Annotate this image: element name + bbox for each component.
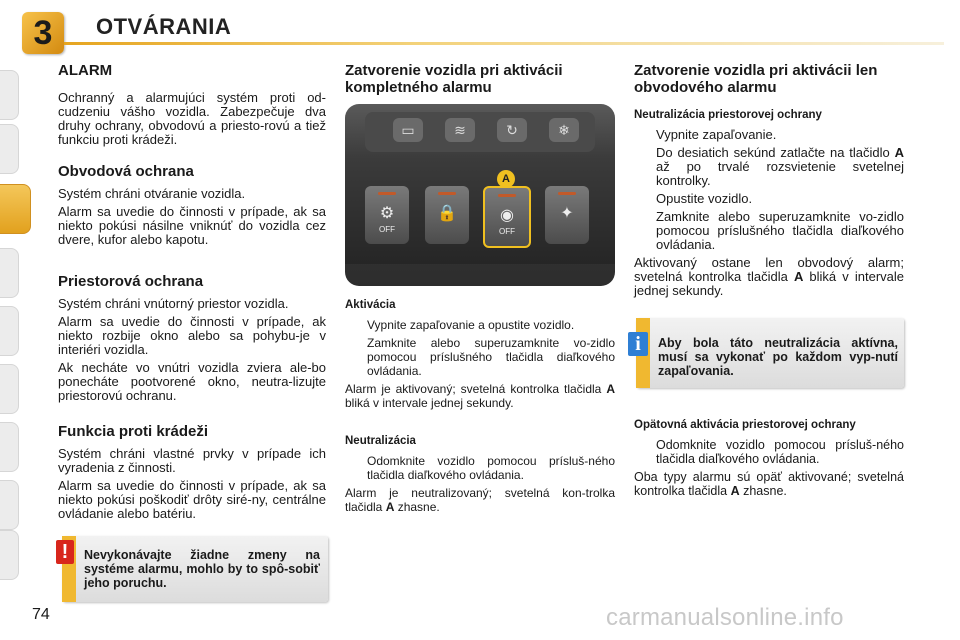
alarm-heading: ALARM bbox=[58, 62, 113, 79]
anti-theft-text-2: Alarm sa uvedie do činnosti v prípade, ak sa niekto pokúsi poškodiť drôty siré-ny, centrálne ovládanie alebo batériu. bbox=[58, 478, 326, 521]
chapter-tab-3-active[interactable] bbox=[0, 184, 31, 234]
column-alarm bbox=[58, 62, 326, 525]
volumetric-text-1: Systém chráni vnútorný priestor vozidla. bbox=[58, 296, 289, 311]
vent-button: ≋ bbox=[445, 118, 475, 142]
chapter-tabs bbox=[0, 60, 22, 580]
reactivation-list bbox=[634, 438, 904, 466]
chapter-number-badge: 3 bbox=[22, 12, 64, 54]
perimeter-alarm-heading: Zatvorenie vozidla pri aktivácii len obvodového alarmu bbox=[634, 62, 878, 96]
alarm-off-button: ◉ OFF bbox=[483, 186, 531, 248]
dashboard-button-photo bbox=[345, 104, 615, 286]
rear-defrost-button: ▭ bbox=[393, 118, 423, 142]
volumetric-text-3: Ak necháte vo vnútri vozidla zviera ale-bo ponecháte pootvorené okno, neutra-lizujte priestorovú ochranu. bbox=[58, 360, 326, 403]
alarm-text: Ochranný a alarmujúci systém proti od-cudzeniu vášho vozidla. Zabezpečuje dva druhy ochrany, obvodovú a priesto-rovú a tiež funkciu proti krádeži. bbox=[58, 90, 326, 147]
list-item: Zamknite alebo superuzamknite vo-zidlo pomocou príslušného tlačidla diaľkového ovládania. bbox=[656, 209, 904, 252]
chapter-tab-4[interactable] bbox=[0, 248, 19, 298]
chapter-tab-8[interactable] bbox=[0, 480, 19, 530]
list-item: Odomknite vozidlo pomocou prísluš-ného tlačidla diaľkového ovládania. bbox=[656, 438, 904, 466]
esp-off-button: ⚙ OFF bbox=[365, 186, 409, 244]
list-item: Vypnite zapaľovanie a opustite vozidlo. bbox=[367, 318, 575, 332]
recirculation-button: ↻ bbox=[497, 118, 527, 142]
full-alarm-heading: Zatvorenie vozidla pri aktivácii kompletného alarmu bbox=[345, 62, 563, 96]
ac-button: ❄ bbox=[549, 118, 579, 142]
chapter-tab-2[interactable] bbox=[0, 124, 19, 174]
neutralization-list bbox=[345, 454, 615, 482]
perimeter-status-text: Aktivovaný ostane len obvodový alarm; svetelná kontrolka tlačidla A bliká v intervale jednej sekundy. bbox=[634, 255, 904, 298]
column-full-alarm bbox=[345, 62, 615, 108]
perimeter-heading: Obvodová ochrana bbox=[58, 163, 194, 180]
list-item: Do desiatich sekúnd zatlačte na tlačidlo A až po trvalé rozsvietenie svetelnej kontrolky. bbox=[656, 145, 904, 188]
neutralization-steps-list bbox=[634, 128, 904, 252]
perimeter-text-2: Alarm sa uvedie do činnosti v prípade, ak sa niekto pokúsi násilne vniknúť do vozidla cez dvere, kufor alebo kapotu. bbox=[58, 204, 326, 247]
neutralization-status-text: Alarm je neutralizovaný; svetelná kon-trolka tlačidla A zhasne. bbox=[345, 486, 615, 514]
chapter-tab-5[interactable] bbox=[0, 306, 19, 356]
chapter-tab-7[interactable] bbox=[0, 422, 19, 472]
column-perimeter-alarm bbox=[634, 62, 904, 302]
info-icon: i bbox=[628, 332, 648, 356]
volumetric-text-2: Alarm sa uvedie do činnosti v prípade, ak niekto rozbije okno alebo sa pohybu-je v interiéri vozidla. bbox=[58, 314, 326, 357]
reactivation-heading: Opätovná aktivácia priestorovej ochrany bbox=[634, 419, 856, 431]
header-rule bbox=[64, 42, 944, 45]
activation-status-text: Alarm je aktivovaný; svetelná kontrolka tlačidla A bliká v intervale jednej sekundy. bbox=[345, 382, 615, 410]
volumetric-heading: Priestorová ochrana bbox=[58, 273, 204, 290]
column-reactivation bbox=[634, 418, 904, 502]
reactivation-status-text: Oba typy alarmu sú opäť aktivované; svetelná kontrolka tlačidla A zhasne. bbox=[634, 470, 904, 498]
neutralization-heading: Neutralizácia bbox=[345, 435, 416, 447]
chapter-tab-6[interactable] bbox=[0, 364, 19, 414]
child-lock-button: ✦ bbox=[545, 186, 589, 244]
activation-heading: Aktivácia bbox=[345, 299, 396, 311]
warning-text: Nevykonávajte žiadne zmeny na systéme alarmu, mohlo by to spô-sobiť jeho poruchu. bbox=[84, 548, 320, 590]
page-number: 74 bbox=[32, 606, 50, 623]
volumetric-neutralization-heading: Neutralizácia priestorovej ochrany bbox=[634, 109, 822, 121]
chapter-tab-1[interactable] bbox=[0, 70, 19, 120]
watermark: carmanualsonline.info bbox=[606, 604, 844, 631]
list-item: Odomknite vozidlo pomocou prísluš-ného tlačidla diaľkového ovládania. bbox=[367, 454, 615, 482]
info-text: Aby bola táto neutralizácia aktívna, musí sa vykonať po každom vyp-nutí zapaľovania. bbox=[658, 336, 898, 378]
anti-theft-text-1: Systém chráni vlastné prvky v prípade ich vyradenia z činnosti. bbox=[58, 446, 326, 475]
warning-icon: ! bbox=[56, 540, 74, 564]
anti-theft-heading: Funkcia proti krádeži bbox=[58, 423, 209, 440]
list-item: Opustite vozidlo. bbox=[656, 191, 753, 206]
list-item: Zamknite alebo superuzamknite vo-zidlo pomocou príslušného tlačidla diaľkového ovládania. bbox=[367, 336, 615, 378]
list-item: Vypnite zapaľovanie. bbox=[656, 127, 777, 142]
perimeter-text-1: Systém chráni otváranie vozidla. bbox=[58, 186, 246, 201]
button-a-marker: A bbox=[497, 170, 515, 188]
activation-list bbox=[345, 318, 615, 378]
chapter-title: OTVÁRANIA bbox=[96, 14, 232, 39]
central-lock-button: 🔒 bbox=[425, 186, 469, 244]
chapter-tab-9[interactable] bbox=[0, 530, 19, 580]
column-full-alarm-body bbox=[345, 298, 615, 518]
